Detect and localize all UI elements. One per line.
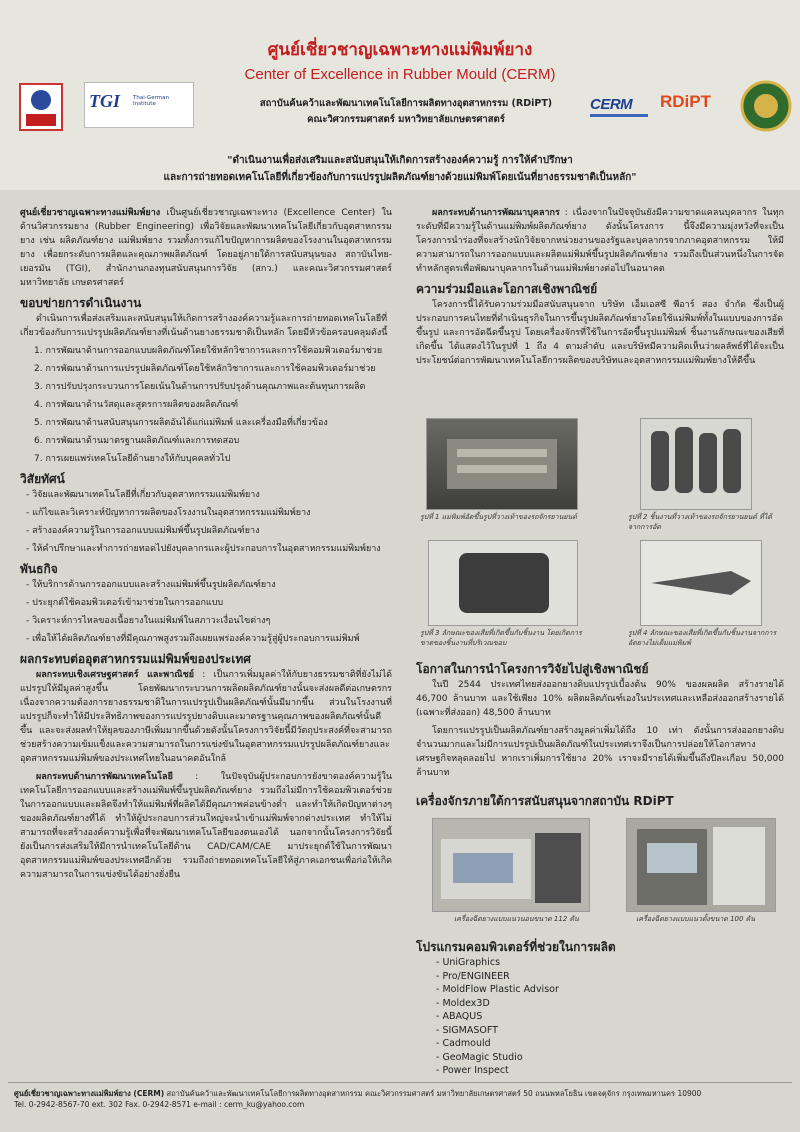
vision-item: - แก้ไขและวิเคราะห์ปัญหาการผลิตของโรงงานในอุตสาหกรรมแม่พิมพ์ยาง <box>26 508 311 518</box>
opportunity-paragraph-1: ในปี 2544 ประเทศไทยส่งออกยางดิบแปรรูปเบื้องต้น 90% ของผลผลิต สร้างรายได้ 46,700 ล้านบาท และใช้เพียง 10% ผลิตผลิตภัณฑ์เองในประเทศและเหลือส่งออกสร้างรายได้ (เฉพาะที่ส่งออก) 48,500 ล้านบาท <box>416 680 784 718</box>
machines-heading: เครื่องจักรภายใต้การสนับสนุนจากสถาบัน RDiPT <box>416 794 674 808</box>
ku-seal-logo <box>740 80 792 132</box>
software-item: - Power Inspect <box>436 1065 509 1076</box>
scope-heading: ขอบข่ายการดำเนินงาน <box>20 296 142 310</box>
figure-2-caption: รูปที่ 2 ชิ้นงานที่วางเท้าของรถจักรยานยนต์ ที่ได้จากการอัด <box>628 513 772 531</box>
opportunity-paragraph-2: โดยการแปรรูปเป็นผลิตภัณฑ์ยางสร้างมูลค่าเพิ่มได้ถึง 10 เท่า ดังนั้นการส่งออกยางดิบจำนวนมากและไม่มีการแปรรูปเป็นผลิตภัณฑ์ในประเทศเราจึงเป็นการปล่อยให้โอกาสทางเศรษฐกิจหลุดลอยไป หากเราเพิ่มการใช้ยาง 20% เราจะมีรายได้เพิ่มขึ้นถึงปีละเกือบ 50,000 ล้านบาท <box>416 726 784 778</box>
impact-heading: ผลกระทบต่ออุตสาหกรรมแม่พิมพ์ของประเทศ <box>20 652 251 666</box>
economic-impact-lead: ผลกระทบเชิงเศรษฐศาสตร์ และพาณิชย์ <box>36 670 194 680</box>
institute-block <box>236 96 576 128</box>
figure-1-caption: รูปที่ 1 แม่พิมพ์อัดขึ้นรูปที่วางเท้าของรถจักรยานยนต์ <box>420 513 577 521</box>
figure-4-defect-photo <box>640 540 762 626</box>
machine-horizontal-caption: เครื่องฉีดยางแบบแนวนอนขนาด 112 ตัน <box>454 915 579 923</box>
machine-horizontal-photo <box>432 818 590 912</box>
mission-item: - วิเคราะห์การไหลของเนื้อยางในแม่พิมพ์ในสภาวะเงื่อนไขต่างๆ <box>26 616 271 626</box>
rdipt-logo-text: RDiPT <box>660 92 711 111</box>
tgi-logo-subtext: Thai-German Institute <box>133 95 169 107</box>
mission-item: - ให้บริการด้านการออกแบบและสร้างแม่พิมพ์ขึ้นรูปผลิตภัณฑ์ยาง <box>26 580 276 590</box>
software-item: - GeoMagic Studio <box>436 1051 523 1063</box>
vision-item: - สร้างองค์ความรู้ในการออกแบบแม่พิมพ์ขึ้นรูปผลิตภัณฑ์ยาง <box>26 526 260 536</box>
footer-address-text: สถาบันค้นคว้าและพัฒนาเทคโนโลยีการผลิตทางอุตสาหกรรม คณะวิศวกรรมศาสตร์ มหาวิทยาลัยเกษตรศาสตร์ 50 ถนนพหลโยธิน เขตจตุจักร กรุงเทพมหานคร 10900 <box>164 1089 702 1098</box>
scope-item: 3. การปรับปรุงกระบวนการโดยเน้นในด้านการปรับปรุงด้านคุณภาพและต้นทุนการผลิต <box>34 382 366 392</box>
figure-1-mould-photo <box>426 418 578 510</box>
tgi-logo <box>84 82 194 128</box>
footer-lead: ศูนย์เชี่ยวชาญเฉพาะทางแม่พิมพ์ยาง (CERM) <box>14 1089 165 1098</box>
software-item: - ABAQUS <box>436 1011 483 1022</box>
figure-2-parts-photo <box>640 418 752 510</box>
page-title-english: Center of Excellence in Rubber Mould (CERM) <box>244 66 556 83</box>
hr-impact-text: : เนื่องจากในปัจจุบันยังมีความขาดแคลนบุคลากร ในทุกระดับที่มีความรู้ในด้านแม่พิมพ์ผลิตภัณฑ์ยาง ดังนั้นโครงการ นี้จึงมีความมุ่งหวังที่จะเป็นโครงการนำร่องที่จะสร้างนักวิจัยจากหน่วยงานของรัฐและบุคลากรจากภาคอุตสาหกรรม ให้มีความสามารถในการออกแบบและผลิตแม่พิมพ์ขึ้นรูปผลิตภัณฑ์ยาง รวมถึงเป็นส่วนหนึ่งในการจัดทำหลักสูตรเพื่อพัฒนาบุคลากรในด้านแม่พิมพ์ยางต่อไปในอนาคต <box>416 208 784 274</box>
vision-heading: วิสัยทัศน์ <box>20 472 65 486</box>
page-title-thai: ศูนย์เชี่ยวชาญเฉพาะทางแม่พิมพ์ยาง <box>267 40 533 60</box>
software-item: - MoldFlow Plastic Advisor <box>436 984 559 995</box>
tagline-line-2: และการถ่ายทอดเทคโนโลยีที่เกี่ยวข้องกับการแปรรูปผลิตภัณฑ์ยางด้วยแม่พิมพ์โดยเน้นที่ยางธรรมชาติเป็นหลัก" <box>163 172 637 183</box>
figure-3-defect-photo <box>428 540 578 626</box>
mission-heading: พันธกิจ <box>20 562 58 576</box>
economic-impact-paragraph <box>20 668 392 766</box>
opportunity-heading: โอกาสในการนำโครงการวิจัยไปสู่เชิงพาณิชย์ <box>416 662 649 676</box>
machine-vertical-photo <box>626 818 776 912</box>
tech-impact-lead: ผลกระทบด้านการพัฒนาเทคโนโลยี <box>36 772 173 782</box>
scope-item: 2. การพัฒนาด้านการแปรรูปผลิตภัณฑ์โดยใช้หลักวิชาการและการใช้คอมพิวเตอร์มาช่วย <box>34 364 376 374</box>
intro-lead: ศูนย์เชี่ยวชาญเฉพาะทางแม่พิมพ์ยาง <box>20 208 161 218</box>
scope-item: 7. การเผยแพร่เทคโนโลยีด้านยางให้กับบุคคลทั่วไป <box>34 454 231 464</box>
scope-item: 6. การพัฒนาด้านมาตรฐานผลิตภัณฑ์และการทดสอบ <box>34 436 240 446</box>
vision-item: - ให้คำปรึกษาและทำการถ่ายทอดไปยังบุคลากรและผู้ประกอบการในอุตสาหกรรมแม่พิมพ์ยาง <box>26 544 381 554</box>
hr-impact-paragraph <box>416 206 784 276</box>
software-section <box>416 934 784 1078</box>
software-item: - UniGraphics <box>436 957 501 968</box>
software-item: - Pro/ENGINEER <box>436 970 510 982</box>
machine-vertical-caption: เครื่องฉีดยางแบบแนวตั้งขนาด 100 ตัน <box>636 915 755 923</box>
economic-impact-text: : เป็นการเพิ่มมูลค่าให้กับยางธรรมชาติที่ยังไม่ได้แปรรูปให้มีมูลค่าสูงขึ้น โดยพัฒนากระบวนการผลิตผลิตภัณฑ์ยางนั้นจะส่งผลดีต่อเกษตรกรเนื่องจากความต้องการยางธรรมชาติในการแปรรูปเป็นผลิตภัณฑ์นั้นมีมากขึ้น ส่วนในโรงงานที่แปรรูปก็จะทำให้มีประสิทธิภาพของการแปรรูปยางดิบและมาตรฐานคุณภาพของผลิตภัณฑ์นั้นดีขึ้น และจะส่งผลทำให้ยุลของภาษีเพิ่มมากขึ้นด้วยดังนั้นโครงการวิจัยนี้มีวัตถุประสงค์ที่จะสามารถช่วยสร้างความเข้มแข็งและความสามารถในการแข่งขันในอุตสาหกรรมแปรรูปผลิตภัณฑ์ยางและอุตสาหกรรมแม่พิมพ์ของประเทศไทยในอนาคตอันใกล้ <box>20 670 392 764</box>
vision-item: - วิจัยและพัฒนาเทคโนโลยีที่เกี่ยวกับอุตสาหกรรมแม่พิมพ์ยาง <box>26 490 260 500</box>
mission-list <box>20 578 392 646</box>
ku-emblem-logo <box>18 82 64 132</box>
institute-line-2: คณะวิศวกรรมศาสตร์ มหาวิทยาลัยเกษตรศาสตร์ <box>307 114 505 125</box>
intro-paragraph <box>20 206 392 290</box>
vision-list <box>20 488 392 556</box>
software-heading: โปรแกรมคอมพิวเตอร์ที่ช่วยในการผลิต <box>416 940 616 954</box>
tech-impact-text: : ในปัจจุบันผู้ประกอบการยังขาดองค์ความรู้ในเทคโนโลยีการออกแบบและสร้างแม่พิมพ์ขึ้นรูปผลิตภัณฑ์ยาง รวมถึงไม่มีการใช้คอมพิวเตอร์ช่วยในการออกแบบและผลิตจึงทำให้แม่พิมพ์ที่ผลิตได้มีคุณภาพค่อนข้างต่ำ และทำให้เกิดปัญหาต่างๆ ของผลิตภัณฑ์ยางที่ได้ ทำให้ผู้ประกอบการส่วนใหญ่จะนำเข้าแม่พิมพ์จากต่างประเทศ ทำให้ไม่สามารถที่จะสร้างองค์ความรู้เพื่อที่จะพัฒนาเทคโนโลยีของตนเองได้ นอกจากนั้นโครงการวิจัยนี้ยังเป็นการส่งเสริมให้มีการนำเทคโนโลยีด้าน CAD/CAM/CAE มาประยุกต์ใช้ในการพัฒนาอุตสาหกรรมแม่พิมพ์ของประเทศอีกด้วย รวมถึงถ่ายทอดเทคโนโลยีให้สู่ภาคเอกชนเพื่อก่อให้เกิดความสามารถในการแข่งขันได้อย่างยั่งยืน <box>20 772 392 880</box>
intro-text: เป็นศูนย์เชี่ยวชาญเฉพาะทาง (Excellence Center) ในด้านวิศวกรรมยาง (Rubber Engineering) เพื่อวิจัยและพัฒนาเทคโนโลยีเกี่ยวกับอุตสาหกรรมยาง เช่น ผลิตภัณฑ์ยาง แม่พิมพ์ยาง รวมทั้งการแก้ไขปัญหาการผลิตของโรงงานในอุตสาหกรรมยาง เพื่อยกระดับการผลิตและคุณภาพผลิตภัณฑ์ โดยอยู่ภายใต้การสนับสนุนของ สถาบันไทย-เยอรมัน (TGI), สำนักงานกองทุนสนับสนุนการวิจัย (สกว.) และคณะวิศวกรรมศาสตร์ มหาวิทยาลัย เกษตรศาสตร์ <box>20 208 392 288</box>
hr-impact-lead: ผลกระทบด้านการพัฒนาบุคลากร <box>432 208 560 218</box>
tech-impact-paragraph <box>20 770 392 882</box>
institute-line-1: สถาบันค้นคว้าและพัฒนาเทคโนโลยีการผลิตทางอุตสาหกรรม (RDiPT) <box>259 98 553 109</box>
right-column <box>416 206 784 372</box>
mission-tagline <box>90 152 710 186</box>
scope-intro: ดำเนินการเพื่อส่งเสริมและสนับสนุนให้เกิดการสร้างองค์ความรู้และการถ่ายทอดเทคโนโลยีที่เกี่ยวข้องกับการแปรรูปผลิตภัณฑ์ยางที่เน้นด้านยางธรรมชาติเป็นหลัก โดยมีหัวข้อครอบคลุมดังนี้ <box>20 314 388 338</box>
cooperation-paragraph: โครงการนี้ได้รับความร่วมมือสนับสนุนจาก บริษัท เอ็มเอสซี พีอาร์ สอง จำกัด ซึ่งเป็นผู้ประกอบการคนไทยที่ดำเนินธุรกิจในการขึ้นรูปผลิตภัณฑ์ยางโดยใช้แม่พิมพ์ทั้งในแบบของการอัดขึ้นรูป และการอัดฉีดขึ้นรูป โดยเครื่องจักรที่ใช้ในการอัดขึ้นรูปแม่พิมพ์ ชิ้นงานลักษณะของเสียที่เกิดขึ้น ได้แสดงไว้ในรูปที่ 1 ถึง 4 ตามลำดับ และบริษัทมีความคิดเห็นว่าผลลัพธ์ที่ได้จะเป็นประโยชน์ต่อการพัฒนาเทคโนโลยีการผลิตของบริษัทและอุตสาหกรรมแม่พิมพ์ยางให้ดีขึ้น <box>416 300 784 366</box>
cooperation-heading: ความร่วมมือและโอกาสเชิงพาณิชย์ <box>416 282 598 296</box>
footer-divider <box>8 1082 792 1083</box>
scope-item: 4. การพัฒนาด้านวัสดุและสูตรการผลิตของผลิตภัณฑ์ <box>34 400 239 410</box>
cerm-logo <box>590 96 648 122</box>
figure-3-caption: รูปที่ 3 ลักษณะของเสียที่เกิดขึ้นกับชิ้นงาน โดยเกิดการขาดของชิ้นงานที่บริเวณขอบ <box>420 629 582 647</box>
software-item: - Moldex3D <box>436 997 490 1009</box>
rdipt-logo <box>660 92 732 122</box>
cerm-logo-text: CERM <box>590 96 633 113</box>
software-list <box>416 956 784 1078</box>
scope-list <box>20 344 392 466</box>
tagline-line-1: "ดำเนินงานเพื่อส่งเสริมและสนับสนุนให้เกิดการสร้างองค์ความรู้ การให้คำปรึกษา <box>227 155 573 166</box>
footer-contact: Tel. 0-2942-8567-70 ext. 302 Fax. 0-2942-8571 e-mail : cerm_ku@yahoo.com <box>14 1100 305 1109</box>
footer-address <box>14 1088 794 1099</box>
software-item: - SIGMASOFT <box>436 1024 498 1036</box>
scope-item: 5. การพัฒนาด้านสนับสนุนการผลิตอันได้แก่แม่พิมพ์ และเครื่องมือที่เกี่ยวข้อง <box>34 418 328 428</box>
software-item: - Cadmould <box>436 1038 491 1049</box>
left-column <box>20 206 392 886</box>
mission-item: - เพื่อให้ได้ผลิตภัณฑ์ยางที่มีคุณภาพสูงรวมถึงเผยแพร่องค์ความรู้สู่ผู้ประกอบการแม่พิมพ์ <box>26 634 360 644</box>
opportunity-section <box>416 656 784 810</box>
scope-item: 1. การพัฒนาด้านการออกแบบผลิตภัณฑ์โดยใช้หลักวิชาการและการใช้คอมพิวเตอร์มาช่วย <box>34 346 383 356</box>
figure-4-caption: รูปที่ 4 ลักษณะของเสียที่เกิดขึ้นกับชิ้นงานจากการอัดยางไม่เต็มแม่พิมพ์ <box>628 629 777 647</box>
tgi-logo-text: TGI <box>89 91 120 111</box>
mission-item: - ประยุกต์ใช้คอมพิวเตอร์เข้ามาช่วยในการออกแบบ <box>26 598 224 608</box>
footer <box>14 1088 794 1110</box>
